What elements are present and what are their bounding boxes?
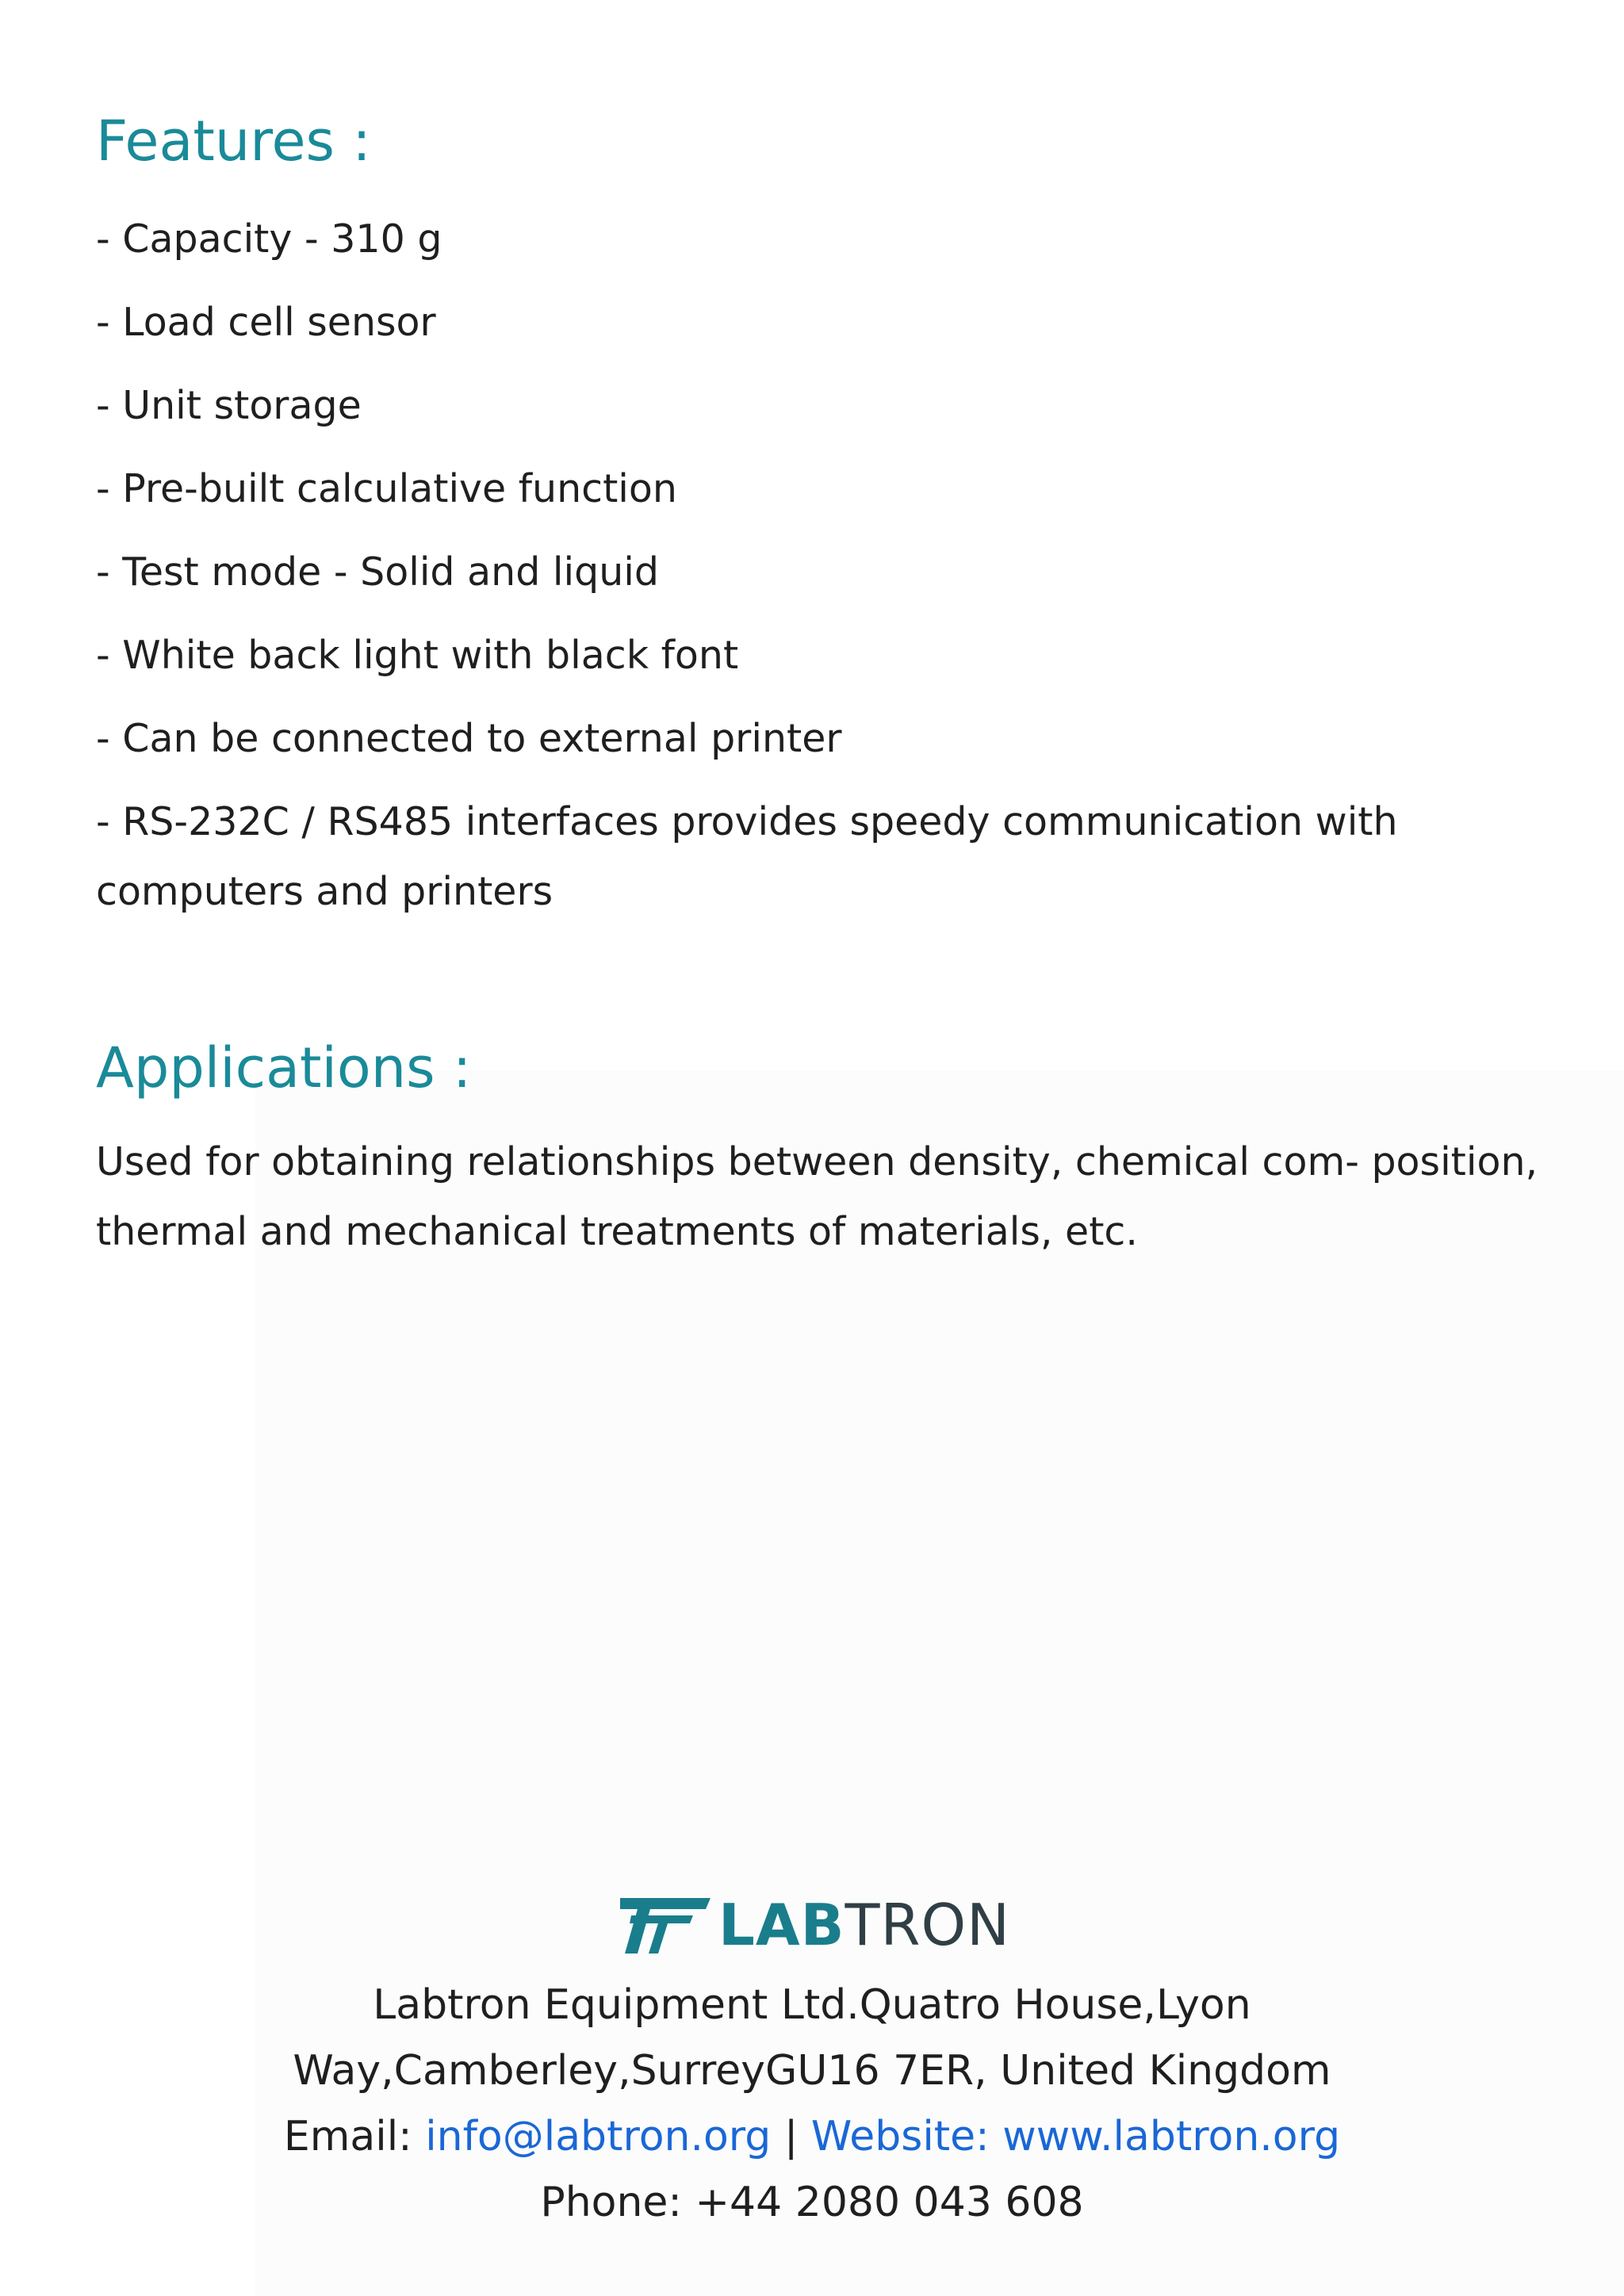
applications-text: Used for obtaining relationships between density, chemical com- position, thermal and mechanical treatments of materials, etc. (96, 1139, 1538, 1254)
feature-item: - Can be connected to external printer (96, 716, 842, 761)
email-label: Email: (283, 2113, 412, 2160)
website-link[interactable]: Website: www.labtron.org (810, 2113, 1341, 2160)
contact-separator: | (783, 2113, 799, 2160)
address-line-2: Way,Camberley,SurreyGU16 7ER, United Kingdom (293, 2047, 1331, 2095)
phone-line: Phone: +44 2080 043 608 (540, 2179, 1084, 2226)
feature-item: - White back light with black font (96, 633, 739, 678)
feature-item: - Pre-built calculative function (96, 466, 677, 511)
feature-item: - Test mode - Solid and liquid (96, 549, 659, 595)
feature-item: - Capacity - 310 g (96, 216, 442, 262)
logo-text-lab: LAB (718, 1892, 845, 1958)
address-line-1: Labtron Equipment Ltd.Quatro House,Lyon (373, 1981, 1251, 2029)
features-heading: Features : (96, 109, 371, 174)
applications-heading: Applications : (96, 1035, 472, 1100)
email-link[interactable]: info@labtron.org (425, 2113, 772, 2160)
feature-item: - Unit storage (96, 383, 362, 428)
labtron-logo (614, 1887, 1010, 1963)
footer (0, 1887, 1624, 2236)
contact-line (0, 2104, 1624, 2170)
features-list (96, 205, 1539, 940)
logo-text-tron: TRON (845, 1892, 1011, 1958)
labtron-logo-wordmark (718, 1887, 1010, 1963)
labtron-logo-icon (614, 1893, 710, 1957)
feature-item: - Load cell sensor (96, 300, 436, 345)
feature-item: - RS-232C / RS485 interfaces provides speedy communication with computers and printers (96, 799, 1398, 914)
